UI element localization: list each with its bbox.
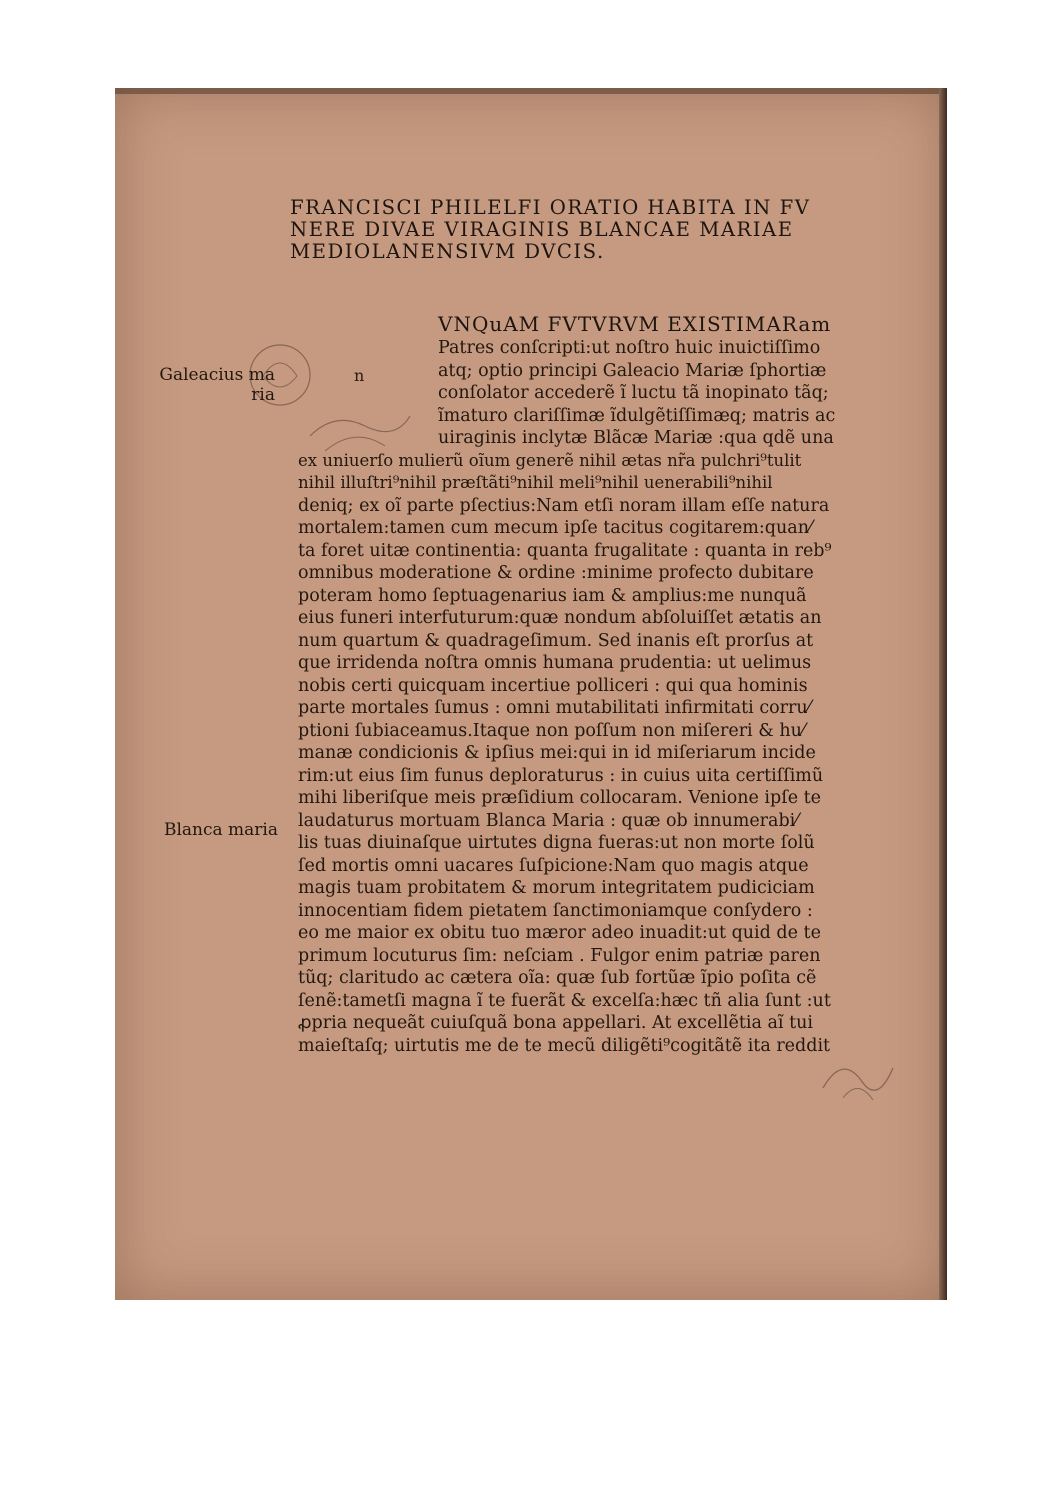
margin-note-galeacius <box>140 365 275 405</box>
text-line: conſolator accederẽ ĩ luctu tã inopinato tãq; <box>438 383 829 403</box>
text-line: ſenẽ:tametſi magna ĩ te fuerãt & excelſa:hæc tñ alia ſunt :ut <box>298 990 831 1011</box>
opening-line: VNQuAM FVTVRVM EXISTIMARam <box>438 312 832 336</box>
text-line: magis tuam probitatem & morum integritatem pudiciciam <box>298 878 815 898</box>
text-line: tũq; claritudo ac cætera oĩa: quæ ſub fortũæ ĩpio poſita cẽ <box>298 968 817 988</box>
text-line: nobis certi quicquam incertiue polliceri : qui qua hominis <box>298 675 808 696</box>
text-line: deniq; ex oĩ parte pſectius:Nam etſi noram illam eſſe natura <box>298 495 830 516</box>
title-line-1: FRANCISCI PHILELFI ORATIO HABITA IN FV <box>290 195 811 219</box>
text-line: parte mortales ſumus : omni mutabilitati infirmitati corru⁄ <box>298 698 811 718</box>
text-line: mihi liberiſque meis præſidium collocaram. Venione ipſe te <box>298 788 822 808</box>
title-block <box>290 196 910 262</box>
text-line: ptioni ſubiaceamus.Itaque non poſſum non miſereri & hu⁄ <box>298 720 805 741</box>
margin-note-galeacius-line-2: ria <box>251 385 275 405</box>
margin-note-galeacius-line-1: Galeacius ma <box>159 365 275 385</box>
text-line: ĩmaturo clariſſimæ ĩdulgẽtiſſimæq; matris ac <box>438 405 836 426</box>
margin-note-blanca <box>143 820 278 840</box>
page-right-edge <box>939 88 947 1300</box>
text-line: primum locuturus ſim: neſciam . Fulgor enim patriæ paren <box>298 945 821 966</box>
text-line: ꝓpria nequeãt cuiuſquã bona appellari. At excellẽtia aĩ tui <box>298 1013 813 1033</box>
text-line: maieſtaſq; uirtutis me de te mecũ diligẽti⁹cogitãtẽ ita reddit <box>298 1035 831 1056</box>
title-line-2: NERE DIVAE VIRAGINIS BLANCAE MARIAE <box>290 217 794 241</box>
stamp-corner-mark <box>813 1048 903 1108</box>
title-line-3: MEDIOLANENSIVM DVCIS. <box>290 239 605 263</box>
text-line: nihil illuſtri⁹nihil præſtãti⁹nihil meli⁹nihil uenerabili⁹nihil <box>298 473 773 492</box>
text-line: que irridenda noſtra omnis humana prudentia: ut uelimus <box>298 653 812 673</box>
text-line: ſed mortis omni uacares ſuſpicione:Nam quo magis atque <box>298 855 809 876</box>
text-line: lis tuas diuinaſque uirtutes digna fueras:ut non morte ſolũ <box>298 833 815 853</box>
page-top-edge <box>115 88 947 94</box>
text-line: innocentiam fidem pietatem ſanctimoniamque conſydero : <box>298 900 813 921</box>
text-line: ta foret uitæ continentia: quanta frugalitate : quanta in reb⁹ <box>298 540 832 561</box>
text-line: manæ condicionis & ipſius mei:qui in id miſeriarum incide <box>298 743 816 763</box>
text-line: mortalem:tamen cum mecum ipſe tacitus cogitarem:quan⁄ <box>298 518 812 538</box>
stray-letter-n: n <box>354 366 365 385</box>
text-line: eius funeri interfuturum:quæ nondum abſoluiſſet ætatis an <box>298 608 822 628</box>
text-line: omnibus moderatione & ordine :minime profecto dubitare <box>298 563 814 583</box>
text-line: eo me maior ex obitu tuo mæror adeo inuadit:ut quid de te <box>298 923 821 943</box>
text-line: num quartum & quadrageſimum. Sed inanis eſt prorſus at <box>298 630 814 651</box>
margin-note-blanca-text: Blanca maria <box>163 820 278 840</box>
text-line: poteram homo ſeptuagenarius iam & amplius:me nunquã <box>298 585 807 606</box>
manuscript-page <box>115 88 947 1300</box>
text-line: atq; optio principi Galeacio Mariæ ſphortiæ <box>438 360 827 381</box>
text-line: uiraginis inclytæ Blãcæ Mariæ :qua qdẽ una <box>438 428 834 448</box>
text-line: ex uniuerſo mulierũ oĩum generẽ nihil ætas nr̃a pulchri⁹tulit <box>298 450 802 470</box>
text-line: laudaturus mortuam Blanca Maria : quæ ob innumerabi⁄ <box>298 810 799 831</box>
text-line: rim:ut eius ſim funus deploraturus : in cuius uita certiſſimũ <box>298 765 824 786</box>
text-line: Patres conſcripti:ut noſtro huic inuictiſſimo <box>438 338 821 358</box>
